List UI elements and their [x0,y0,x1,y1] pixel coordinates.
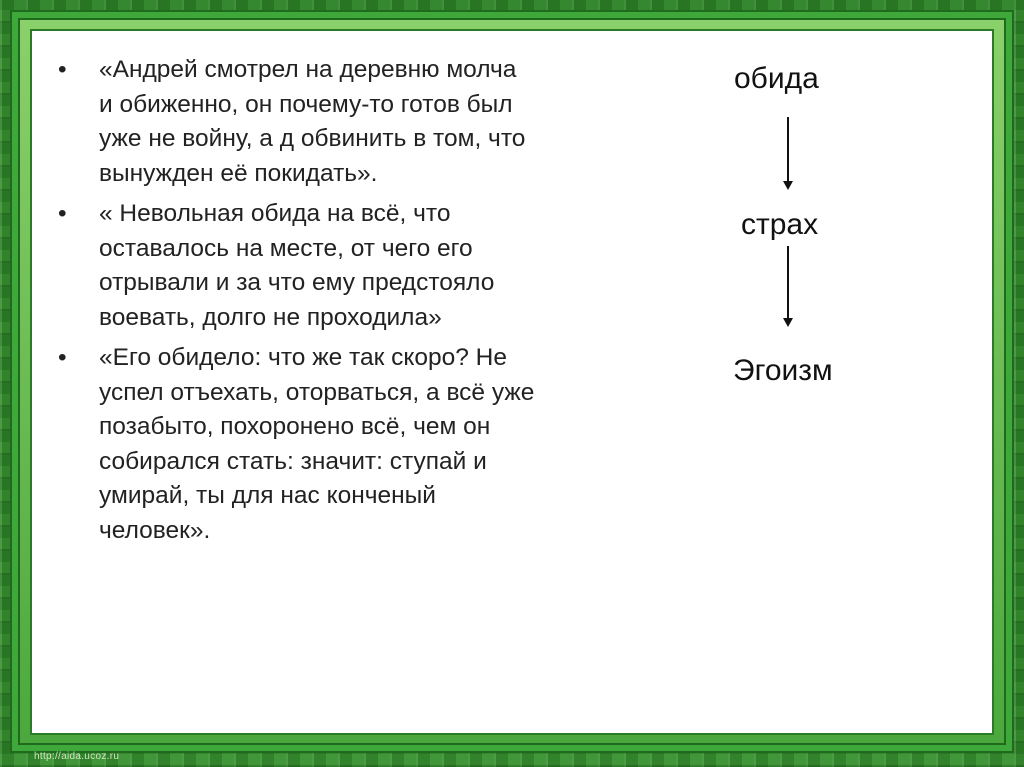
chain-word-3: Эгоизм [733,354,833,387]
quote-2-line-3: отрывали и за что ему предстояло [99,269,495,296]
quote-list [32,53,652,554]
bullet-icon: • [58,200,67,227]
quote-3-line-4: собирался стать: значит: ступай и [99,447,487,475]
quote-3-line-5: умирай, ты для нас конченый [99,482,436,509]
bullet-icon: • [58,344,67,371]
quote-2-line-4: воевать, долго не проходила» [99,303,442,331]
watermark: http://aida.ucoz.ru [34,751,120,762]
quote-1-line-1: «Андрей смотрел на деревню молча [99,56,517,83]
quote-2-line-1: « Невольная обида на всё, что [99,200,451,227]
chain-word-2: страх [741,208,819,241]
quote-1-line-2: и обиженно, он почему-то готов был [99,90,513,118]
arrow-down-icon [782,117,794,190]
quote-3-line-6: человек». [99,516,211,544]
quote-item-2 [32,197,652,335]
quote-item-3 [32,341,652,548]
quote-3-line-3: позабыто, похоронено всё, чем он [99,413,491,440]
quote-3-line-2: успел отъехать, оторваться, а всё уже [99,378,535,406]
arrow-down-icon [782,246,794,327]
quote-item-1 [32,53,652,191]
bullet-icon: • [58,56,67,83]
quote-3-line-1: «Его обидело: что же так скоро? Не [99,344,507,371]
quote-1-line-3: уже не войну, а д обвинить в том, что [99,125,526,152]
chain-word-1: обида [734,62,819,95]
quote-1-line-4: вынужден её покидать». [99,159,378,187]
quote-2-line-2: оставалось на месте, от чего его [99,234,473,262]
slide-content [32,31,992,733]
